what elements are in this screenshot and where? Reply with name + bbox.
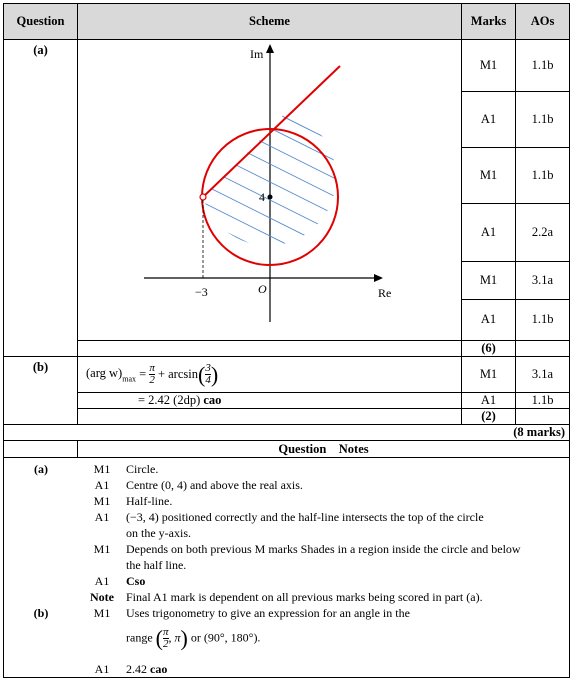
mark-a-5: M1 [462, 261, 516, 299]
part-b-line-2 [78, 393, 462, 409]
cao-label: cao [203, 393, 222, 407]
part-a-label: (a) [4, 40, 78, 357]
note-row: M1 Half-line. [93, 494, 173, 508]
notes-title: Question Notes [78, 441, 570, 458]
note-row: the half line. [126, 558, 187, 572]
part-b-total-ao [516, 409, 570, 425]
max-subscript: max [122, 373, 136, 383]
note-row: A1 Centre (0, 4) and above the real axis. [94, 478, 303, 492]
header-aos: AOs [516, 4, 570, 40]
part-b-label: (b) [4, 357, 78, 425]
ao-a-6: 1.1b [516, 299, 570, 340]
ao-a-5: 3.1a [516, 261, 570, 299]
note-row: (b) M1 Uses trigonometry to give an expression for an angle in the [33, 606, 410, 620]
part-a-total-spacer [78, 341, 462, 357]
arg-w: (arg w) [86, 366, 123, 381]
notes-title-spacer [4, 441, 78, 458]
frac-den: 4 [205, 374, 211, 386]
mark-b-2: A1 [462, 393, 516, 409]
note-row: Note Final A1 mark is dependent on all previous marks being scored in part (a). [90, 590, 483, 604]
range-or: or [190, 629, 201, 644]
argand-diagram-cell [78, 40, 462, 341]
ao-b-2: 1.1b [516, 393, 570, 409]
arcsin-text: + arcsin [157, 366, 198, 381]
argand-diagram [78, 40, 462, 340]
pi-den: 2 [149, 374, 155, 386]
mark-a-4: A1 [462, 203, 516, 261]
mark-scheme-table [3, 3, 570, 678]
pi-over-2 [149, 363, 155, 386]
range-text: range [126, 629, 153, 644]
header-row [4, 4, 570, 40]
real-axis-arrow-icon [374, 274, 383, 282]
part-b-line-1: (arg $w)_{max}$ = $\frac{\pi}{2}$ + arcsin( $\frac{3}{4}$ ) [78, 357, 462, 393]
centre-point [268, 195, 273, 200]
part-b-total-spacer [78, 409, 462, 425]
label-four: 4 [259, 190, 265, 204]
mark-a-2: A1 [462, 92, 516, 148]
mark-a-6: A1 [462, 299, 516, 340]
ao-b-1: 3.1a [516, 357, 570, 393]
header-question: Question [4, 4, 78, 40]
header-marks: Marks [462, 4, 516, 40]
ao-a-3: 1.1b [516, 148, 570, 203]
mark-a-3: M1 [462, 148, 516, 203]
label-origin: O [258, 282, 267, 296]
note-row: A1 2.42 cao [94, 662, 168, 676]
grand-total: (8 marks) [4, 425, 570, 441]
part-a-total: (6) [462, 341, 516, 357]
mark-b-1: M1 [462, 357, 516, 393]
half-line-endpoint [200, 194, 206, 200]
note-row: M1 Depends on both previous M marks Shades in a region inside the circle and below [93, 542, 521, 556]
header-scheme: Scheme [78, 4, 462, 40]
mark-a-1: M1 [462, 40, 516, 92]
note-row: (a) M1 Circle. [34, 462, 159, 476]
label-minus-three: −3 [195, 285, 208, 299]
ao-a-1: 1.1b [516, 40, 570, 92]
frac-num: 3 [205, 362, 211, 374]
note-row: on the y-axis. [126, 526, 191, 540]
note-row: range ( $\frac{\pi}{2}$ , π) or (90°, 180°). [126, 625, 261, 650]
shaded-region [178, 64, 378, 326]
ao-a-2: 1.1b [516, 92, 570, 148]
answer-value: = 2.42 (2dp) [138, 393, 201, 407]
pi-num: π [149, 362, 155, 374]
note-row: A1 Cso [94, 574, 146, 588]
ao-a-4: 2.2a [516, 203, 570, 261]
range-pi-over-2: $\frac{\pi}{2}$ [162, 625, 169, 650]
note-row: A1 (−3, 4) positioned correctly and the half-line intersects the top of the circle [94, 510, 484, 524]
notes-table [4, 458, 569, 677]
notes-cell [4, 458, 570, 678]
part-a-total-ao [516, 341, 570, 357]
label-im: Im [250, 47, 264, 61]
equals-sign: = [139, 366, 147, 381]
part-b-total: (2) [462, 409, 516, 425]
label-re: Re [378, 286, 392, 300]
imag-axis-arrow-icon [266, 44, 274, 53]
range-degrees: (90°, 180°). [203, 629, 261, 644]
half-line [203, 66, 340, 197]
